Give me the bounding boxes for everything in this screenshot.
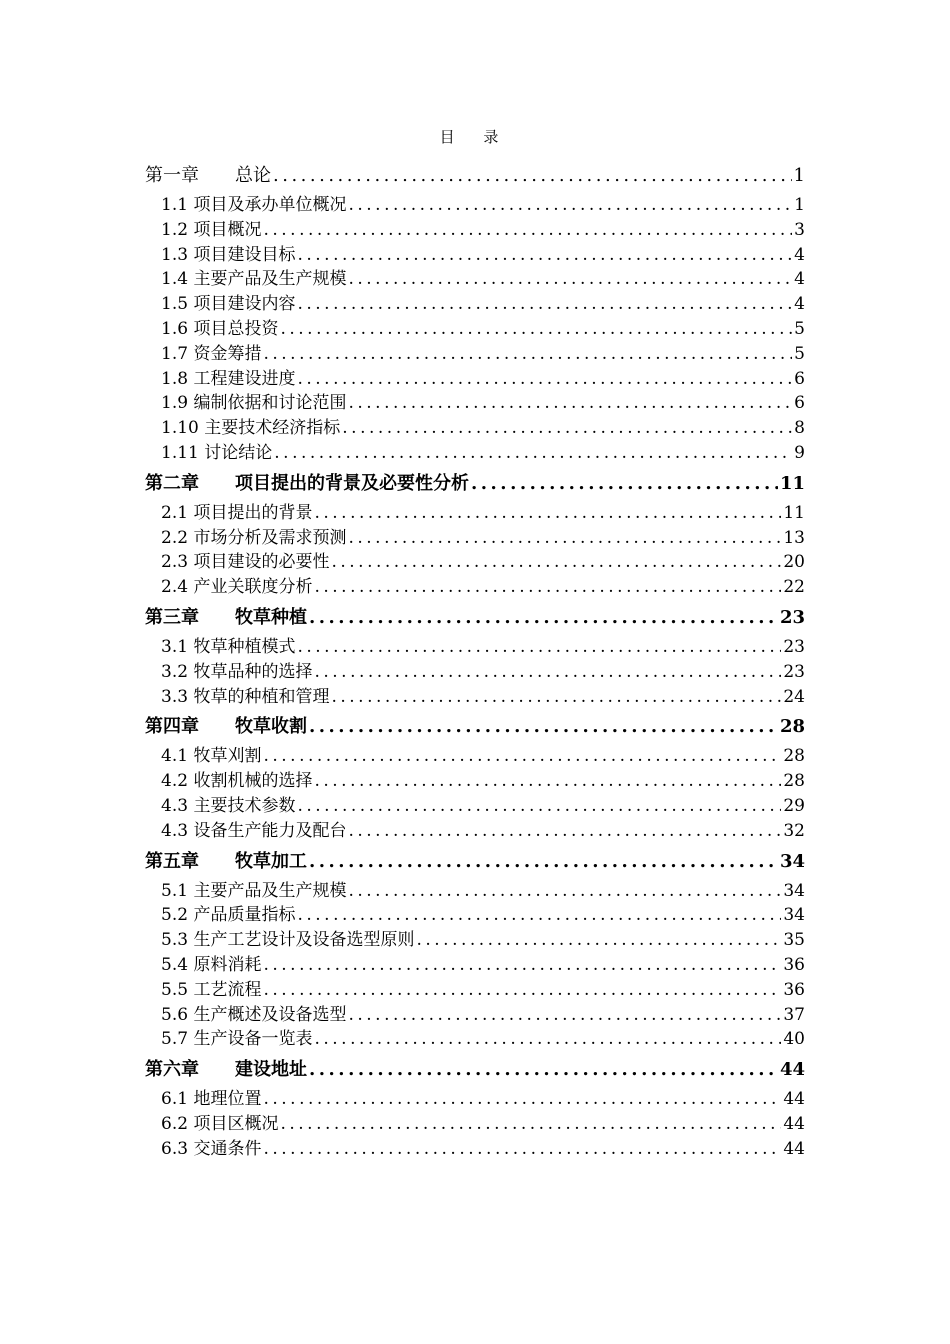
dot-leader xyxy=(348,391,792,416)
toc-section-entry[interactable] xyxy=(145,819,805,844)
section-page-number: 4 xyxy=(794,244,805,265)
section-label: 2.3 项目建设的必要性 xyxy=(161,552,330,573)
dot-leader xyxy=(309,603,778,633)
dot-leader xyxy=(416,928,781,953)
chapter-number: 第一章 xyxy=(145,165,199,186)
toc-section-entry[interactable] xyxy=(145,635,805,660)
toc-section-entry[interactable] xyxy=(145,769,805,794)
dot-leader xyxy=(309,847,778,877)
toc-chapter-entry[interactable] xyxy=(145,847,805,877)
section-page-number: 44 xyxy=(783,1113,805,1134)
chapter-page-number: 28 xyxy=(779,716,805,738)
section-page-number: 34 xyxy=(783,880,805,901)
section-page-number: 13 xyxy=(783,527,805,548)
dot-leader xyxy=(314,575,781,600)
dot-leader xyxy=(348,819,781,844)
toc-section-entry[interactable] xyxy=(145,685,805,710)
chapter-name: 建设地址 xyxy=(235,1059,307,1081)
dot-leader xyxy=(314,660,781,685)
section-page-number: 28 xyxy=(783,746,805,767)
dot-leader xyxy=(297,794,781,819)
toc-section-entry[interactable] xyxy=(145,1087,805,1112)
chapter-number: 第五章 xyxy=(145,850,199,872)
chapter-page-number: 34 xyxy=(779,850,805,872)
section-label: 5.2 产品质量指标 xyxy=(161,905,296,926)
dot-leader xyxy=(348,526,781,551)
chapter-name: 总论 xyxy=(235,165,271,186)
section-label: 3.2 牧草品种的选择 xyxy=(161,661,313,682)
toc-chapter-entry[interactable] xyxy=(145,603,805,633)
section-page-number: 3 xyxy=(794,219,805,240)
section-page-number: 40 xyxy=(783,1029,805,1050)
chapter-label xyxy=(145,712,307,742)
chapter-number: 第三章 xyxy=(145,606,199,628)
section-label: 1.2 项目概况 xyxy=(161,219,262,240)
section-label: 5.5 工艺流程 xyxy=(161,979,262,1000)
section-label: 6.1 地理位置 xyxy=(161,1089,262,1110)
section-page-number: 35 xyxy=(783,930,805,951)
section-page-number: 11 xyxy=(783,502,805,523)
dot-leader xyxy=(263,978,781,1003)
dot-leader xyxy=(280,317,792,342)
section-page-number: 23 xyxy=(783,661,805,682)
chapter-page-number: 1 xyxy=(793,165,805,186)
toc-section-entry[interactable] xyxy=(145,1112,805,1137)
toc-section-entry[interactable] xyxy=(145,928,805,953)
toc-chapter-entry[interactable] xyxy=(145,161,805,191)
chapter-name: 牧草加工 xyxy=(235,850,307,872)
dot-leader xyxy=(263,342,792,367)
dot-leader xyxy=(348,267,792,292)
section-label: 5.6 生产概述及设备选型 xyxy=(161,1004,347,1025)
section-label: 4.1 牧草刈割 xyxy=(161,746,262,767)
section-label: 1.9 编制依据和讨论范围 xyxy=(161,393,347,414)
section-page-number: 37 xyxy=(783,1004,805,1025)
dot-leader xyxy=(314,501,781,526)
section-page-number: 5 xyxy=(794,318,805,339)
chapter-label xyxy=(145,161,271,191)
section-label: 4.3 设备生产能力及配台 xyxy=(161,820,347,841)
section-page-number: 23 xyxy=(783,636,805,657)
section-page-number: 32 xyxy=(783,820,805,841)
section-page-number: 4 xyxy=(794,269,805,290)
toc-section-entry[interactable] xyxy=(145,550,805,575)
dot-leader xyxy=(297,367,792,392)
section-label: 5.4 原料消耗 xyxy=(161,954,262,975)
dot-leader xyxy=(274,441,792,466)
section-label: 1.3 项目建设目标 xyxy=(161,244,296,265)
dot-leader xyxy=(263,1137,781,1162)
section-page-number: 28 xyxy=(783,771,805,792)
dot-leader xyxy=(348,193,792,218)
dot-leader xyxy=(342,416,792,441)
section-page-number: 29 xyxy=(783,795,805,816)
chapter-label xyxy=(145,847,307,877)
dot-leader xyxy=(297,243,792,268)
section-page-number: 36 xyxy=(783,979,805,1000)
section-page-number: 34 xyxy=(783,905,805,926)
chapter-page-number: 23 xyxy=(779,606,805,628)
toc-section-entry[interactable] xyxy=(145,193,805,218)
chapter-name: 项目提出的背景及必要性分析 xyxy=(235,472,469,494)
toc-section-entry[interactable] xyxy=(145,218,805,243)
dot-leader xyxy=(471,469,778,499)
dot-leader xyxy=(263,953,781,978)
toc-chapter-entry[interactable] xyxy=(145,712,805,742)
chapter-page-number: 44 xyxy=(779,1059,805,1081)
toc-title: 目 录 xyxy=(439,128,511,146)
toc-section-entry[interactable] xyxy=(145,575,805,600)
section-label: 2.1 项目提出的背景 xyxy=(161,502,313,523)
dot-leader xyxy=(280,1112,781,1137)
section-page-number: 4 xyxy=(794,294,805,315)
dot-leader xyxy=(309,1055,778,1085)
toc-section-entry[interactable] xyxy=(145,953,805,978)
section-page-number: 6 xyxy=(794,368,805,389)
section-label: 2.4 产业关联度分析 xyxy=(161,577,313,598)
chapter-label xyxy=(145,603,307,633)
section-label: 1.1 项目及承办单位概况 xyxy=(161,195,347,215)
dot-leader xyxy=(263,744,781,769)
dot-leader xyxy=(263,1087,781,1112)
toc-section-entry[interactable] xyxy=(145,367,805,392)
section-label: 3.1 牧草种植模式 xyxy=(161,636,296,657)
section-label: 1.10 主要技术经济指标 xyxy=(161,418,341,439)
section-page-number: 8 xyxy=(794,418,805,439)
toc-section-entry[interactable] xyxy=(145,501,805,526)
section-page-number: 22 xyxy=(783,577,805,598)
chapter-number: 第四章 xyxy=(145,716,199,738)
chapter-page-number: 11 xyxy=(779,472,805,494)
section-label: 6.3 交通条件 xyxy=(161,1138,262,1159)
toc-chapter-entry[interactable] xyxy=(145,469,805,499)
dot-leader xyxy=(314,769,781,794)
section-label: 5.7 生产设备一览表 xyxy=(161,1029,313,1050)
dot-leader xyxy=(348,1003,781,1028)
section-page-number: 20 xyxy=(783,552,805,573)
chapter-name: 牧草收割 xyxy=(235,716,307,738)
toc-section-entry[interactable] xyxy=(145,391,805,416)
toc-section-entry[interactable] xyxy=(145,243,805,268)
toc-section-entry[interactable] xyxy=(145,1003,805,1028)
dot-leader xyxy=(297,903,781,928)
toc-section-entry[interactable] xyxy=(145,978,805,1003)
section-page-number: 5 xyxy=(794,343,805,364)
chapter-number: 第六章 xyxy=(145,1059,199,1081)
section-label: 6.2 项目区概况 xyxy=(161,1113,279,1134)
toc-section-entry[interactable] xyxy=(145,794,805,819)
section-label: 4.2 收割机械的选择 xyxy=(161,771,313,792)
section-label: 5.1 主要产品及生产规模 xyxy=(161,880,347,901)
section-page-number: 44 xyxy=(783,1089,805,1110)
toc-section-entry[interactable] xyxy=(145,1137,805,1162)
toc-chapter-entry[interactable] xyxy=(145,1055,805,1085)
toc-section-entry[interactable] xyxy=(145,526,805,551)
toc-section-entry[interactable] xyxy=(145,292,805,317)
chapter-number: 第二章 xyxy=(145,472,199,494)
section-label: 2.2 市场分析及需求预测 xyxy=(161,527,347,548)
dot-leader xyxy=(331,685,781,710)
section-page-number: 44 xyxy=(783,1138,805,1159)
chapter-label xyxy=(145,469,469,499)
toc-section-entry[interactable] xyxy=(145,879,805,904)
dot-leader xyxy=(309,712,778,742)
section-label: 1.6 项目总投资 xyxy=(161,318,279,339)
table-of-contents xyxy=(145,158,805,1162)
dot-leader xyxy=(263,218,792,243)
section-label: 1.8 工程建设进度 xyxy=(161,368,296,389)
chapter-name: 牧草种植 xyxy=(235,606,307,628)
section-page-number: 36 xyxy=(783,954,805,975)
section-page-number: 24 xyxy=(783,686,805,707)
toc-section-entry[interactable] xyxy=(145,342,805,367)
dot-leader xyxy=(331,550,781,575)
section-page-number: 9 xyxy=(794,442,805,463)
toc-section-entry[interactable] xyxy=(145,416,805,441)
toc-section-entry[interactable] xyxy=(145,267,805,292)
section-page-number: 1 xyxy=(794,195,805,215)
section-label: 1.4 主要产品及生产规模 xyxy=(161,269,347,290)
dot-leader xyxy=(297,635,781,660)
dot-leader xyxy=(314,1027,781,1052)
chapter-label xyxy=(145,1055,307,1085)
section-label: 1.5 项目建设内容 xyxy=(161,294,296,315)
section-label: 1.7 资金筹措 xyxy=(161,343,262,364)
dot-leader xyxy=(273,161,792,191)
section-label: 5.3 生产工艺设计及设备选型原则 xyxy=(161,930,415,951)
section-label: 1.11 讨论结论 xyxy=(161,442,273,463)
dot-leader xyxy=(297,292,792,317)
section-label: 4.3 主要技术参数 xyxy=(161,795,296,816)
section-page-number: 6 xyxy=(794,393,805,414)
dot-leader xyxy=(348,879,781,904)
section-label: 3.3 牧草的种植和管理 xyxy=(161,686,330,707)
toc-section-entry[interactable] xyxy=(145,1027,805,1052)
toc-section-entry[interactable] xyxy=(145,744,805,769)
toc-section-entry[interactable] xyxy=(145,660,805,685)
toc-section-entry[interactable] xyxy=(145,317,805,342)
toc-section-entry[interactable] xyxy=(145,441,805,466)
toc-section-entry[interactable] xyxy=(145,903,805,928)
